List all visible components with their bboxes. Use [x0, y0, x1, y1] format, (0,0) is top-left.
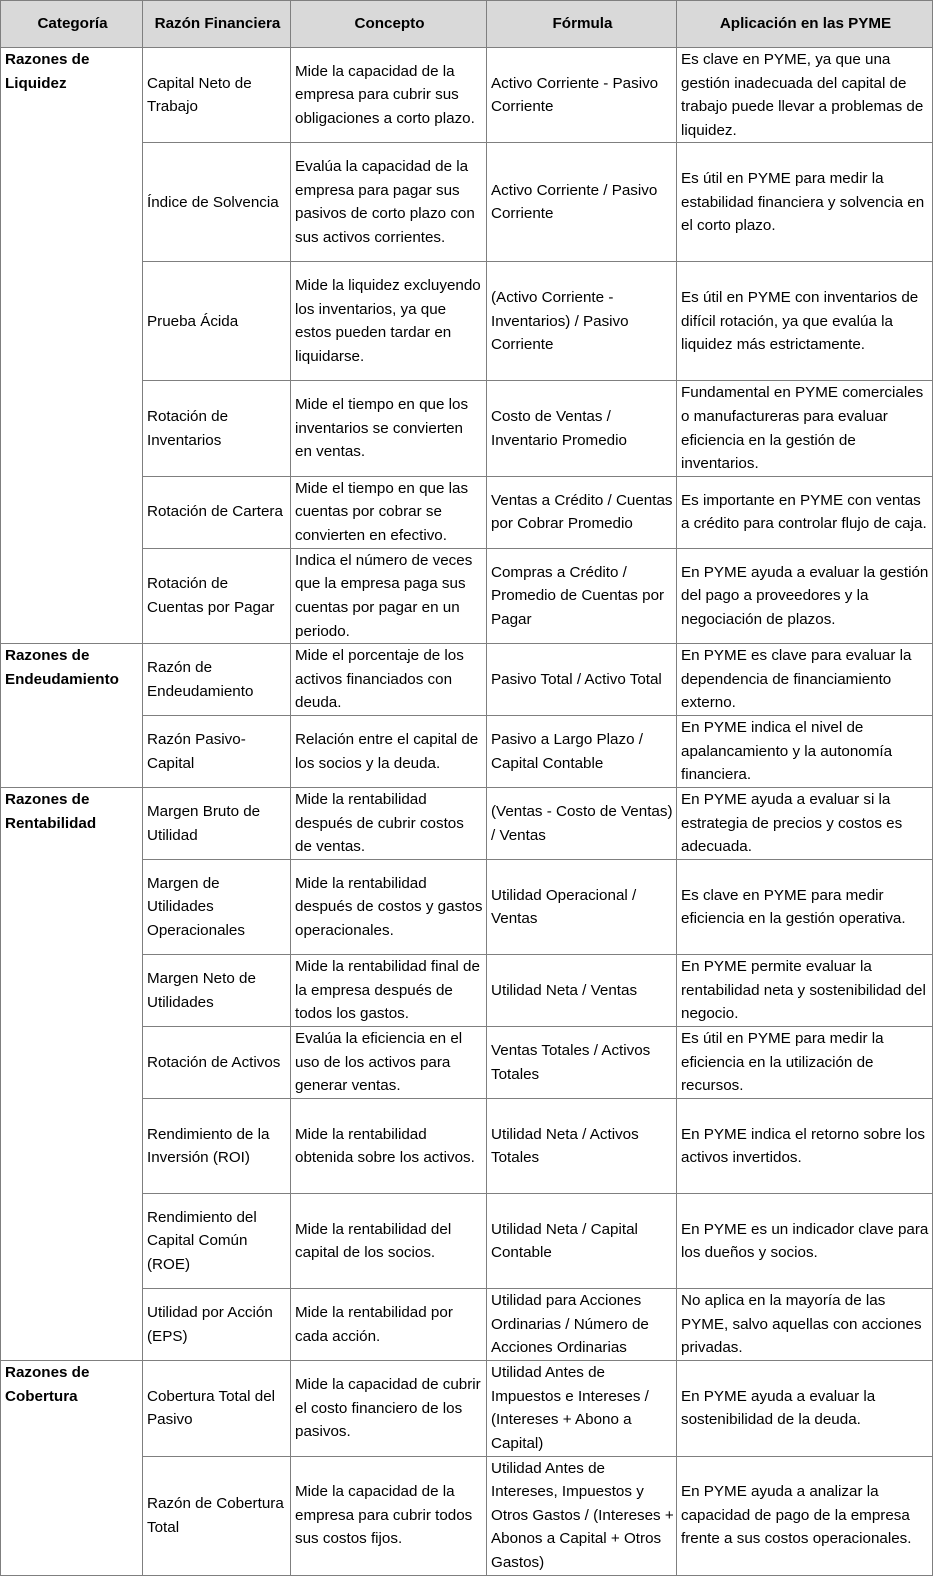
header-aplicacion: Aplicación en las PYME [677, 1, 933, 48]
formula-cell: Ventas a Crédito / Cuentas por Cobrar Promedio [487, 476, 677, 548]
header-categoria: Categoría [1, 1, 143, 48]
concepto-cell: Mide la liquidez excluyendo los inventarios, ya que estos pueden tardar en liquidarse. [291, 262, 487, 381]
table-row [1, 788, 933, 860]
header-concepto: Concepto [291, 1, 487, 48]
concepto-cell: Mide el tiempo en que los inventarios se convierten en ventas. [291, 381, 487, 476]
aplicacion-cell: Es útil en PYME con inventarios de difícil rotación, ya que evalúa la liquidez más estrictamente. [677, 262, 933, 381]
aplicacion-cell: Es útil en PYME para medir la eficiencia en la utilización de recursos. [677, 1027, 933, 1099]
razon-cell: Rendimiento de la Inversión (ROI) [143, 1099, 291, 1194]
aplicacion-cell: Fundamental en PYME comerciales o manufactureras para evaluar eficiencia en la gestión de inventarios. [677, 381, 933, 476]
formula-cell: Ventas Totales / Activos Totales [487, 1027, 677, 1099]
razon-cell: Prueba Ácida [143, 262, 291, 381]
aplicacion-cell: No aplica en la mayoría de las PYME, salvo aquellas con acciones privadas. [677, 1289, 933, 1361]
formula-cell: Pasivo a Largo Plazo / Capital Contable [487, 716, 677, 788]
table-row [1, 644, 933, 716]
concepto-cell: Mide el tiempo en que las cuentas por cobrar se convierten en efectivo. [291, 476, 487, 548]
concepto-cell: Evalúa la eficiencia en el uso de los activos para generar ventas. [291, 1027, 487, 1099]
aplicacion-cell: En PYME ayuda a evaluar si la estrategia de precios y costos es adecuada. [677, 788, 933, 860]
formula-cell: Utilidad Antes de Intereses, Impuestos y Otros Gastos / (Intereses + Abonos a Capital + Otros Gastos) [487, 1456, 677, 1575]
razon-cell: Capital Neto de Trabajo [143, 48, 291, 143]
aplicacion-cell: Es clave en PYME para medir eficiencia en la gestión operativa. [677, 860, 933, 955]
concepto-cell: Indica el número de veces que la empresa paga sus cuentas por pagar en un periodo. [291, 548, 487, 643]
formula-cell: Pasivo Total / Activo Total [487, 644, 677, 716]
formula-cell: Utilidad Neta / Ventas [487, 955, 677, 1027]
formula-cell: Utilidad para Acciones Ordinarias / Número de Acciones Ordinarias [487, 1289, 677, 1361]
formula-cell: Utilidad Operacional / Ventas [487, 860, 677, 955]
aplicacion-cell: En PYME indica el nivel de apalancamiento y la autonomía financiera. [677, 716, 933, 788]
razon-cell: Cobertura Total del Pasivo [143, 1361, 291, 1456]
razon-cell: Rotación de Activos [143, 1027, 291, 1099]
formula-cell: Activo Corriente - Pasivo Corriente [487, 48, 677, 143]
header-formula: Fórmula [487, 1, 677, 48]
formula-cell: Utilidad Neta / Activos Totales [487, 1099, 677, 1194]
razon-cell: Rendimiento del Capital Común (ROE) [143, 1194, 291, 1289]
razon-cell: Rotación de Cartera [143, 476, 291, 548]
concepto-cell: Mide la capacidad de la empresa para cubrir todos sus costos fijos. [291, 1456, 487, 1575]
aplicacion-cell: En PYME permite evaluar la rentabilidad neta y sostenibilidad del negocio. [677, 955, 933, 1027]
aplicacion-cell: Es importante en PYME con ventas a crédito para controlar flujo de caja. [677, 476, 933, 548]
header-razon-financiera: Razón Financiera [143, 1, 291, 48]
aplicacion-cell: Es útil en PYME para medir la estabilidad financiera y solvencia en el corto plazo. [677, 143, 933, 262]
formula-cell: Utilidad Neta / Capital Contable [487, 1194, 677, 1289]
concepto-cell: Mide la rentabilidad obtenida sobre los activos. [291, 1099, 487, 1194]
formula-cell: Activo Corriente / Pasivo Corriente [487, 143, 677, 262]
razon-cell: Rotación de Inventarios [143, 381, 291, 476]
category-cell: Razones de Cobertura [1, 1361, 143, 1575]
header-row [1, 1, 933, 48]
concepto-cell: Mide el porcentaje de los activos financiados con deuda. [291, 644, 487, 716]
category-cell: Razones de Liquidez [1, 48, 143, 644]
razon-cell: Margen Neto de Utilidades [143, 955, 291, 1027]
formula-cell: Compras a Crédito / Promedio de Cuentas por Pagar [487, 548, 677, 643]
razon-cell: Rotación de Cuentas por Pagar [143, 548, 291, 643]
aplicacion-cell: En PYME ayuda a evaluar la gestión del pago a proveedores y la negociación de plazos. [677, 548, 933, 643]
concepto-cell: Relación entre el capital de los socios y la deuda. [291, 716, 487, 788]
table-row [1, 1361, 933, 1456]
table-row [1, 48, 933, 143]
razon-cell: Razón Pasivo-Capital [143, 716, 291, 788]
formula-cell: Costo de Ventas / Inventario Promedio [487, 381, 677, 476]
aplicacion-cell: En PYME ayuda a evaluar la sostenibilidad de la deuda. [677, 1361, 933, 1456]
formula-cell: (Ventas - Costo de Ventas) / Ventas [487, 788, 677, 860]
concepto-cell: Evalúa la capacidad de la empresa para pagar sus pasivos de corto plazo con sus activos corrientes. [291, 143, 487, 262]
razon-cell: Margen Bruto de Utilidad [143, 788, 291, 860]
concepto-cell: Mide la rentabilidad del capital de los socios. [291, 1194, 487, 1289]
aplicacion-cell: Es clave en PYME, ya que una gestión inadecuada del capital de trabajo puede llevar a problemas de liquidez. [677, 48, 933, 143]
aplicacion-cell: En PYME es clave para evaluar la dependencia de financiamiento externo. [677, 644, 933, 716]
category-cell: Razones de Endeudamiento [1, 644, 143, 788]
concepto-cell: Mide la rentabilidad después de costos y gastos operacionales. [291, 860, 487, 955]
concepto-cell: Mide la capacidad de cubrir el costo financiero de los pasivos. [291, 1361, 487, 1456]
formula-cell: (Activo Corriente - Inventarios) / Pasivo Corriente [487, 262, 677, 381]
razon-cell: Razón de Cobertura Total [143, 1456, 291, 1575]
category-cell: Razones de Rentabilidad [1, 788, 143, 1361]
razon-cell: Utilidad por Acción (EPS) [143, 1289, 291, 1361]
razon-cell: Margen de Utilidades Operacionales [143, 860, 291, 955]
concepto-cell: Mide la rentabilidad final de la empresa después de todos los gastos. [291, 955, 487, 1027]
aplicacion-cell: En PYME ayuda a analizar la capacidad de pago de la empresa frente a sus costos operacionales. [677, 1456, 933, 1575]
concepto-cell: Mide la rentabilidad por cada acción. [291, 1289, 487, 1361]
concepto-cell: Mide la rentabilidad después de cubrir costos de ventas. [291, 788, 487, 860]
aplicacion-cell: En PYME es un indicador clave para los dueños y socios. [677, 1194, 933, 1289]
formula-cell: Utilidad Antes de Impuestos e Intereses / (Intereses + Abono a Capital) [487, 1361, 677, 1456]
razon-cell: Índice de Solvencia [143, 143, 291, 262]
aplicacion-cell: En PYME indica el retorno sobre los activos invertidos. [677, 1099, 933, 1194]
concepto-cell: Mide la capacidad de la empresa para cubrir sus obligaciones a corto plazo. [291, 48, 487, 143]
razon-cell: Razón de Endeudamiento [143, 644, 291, 716]
